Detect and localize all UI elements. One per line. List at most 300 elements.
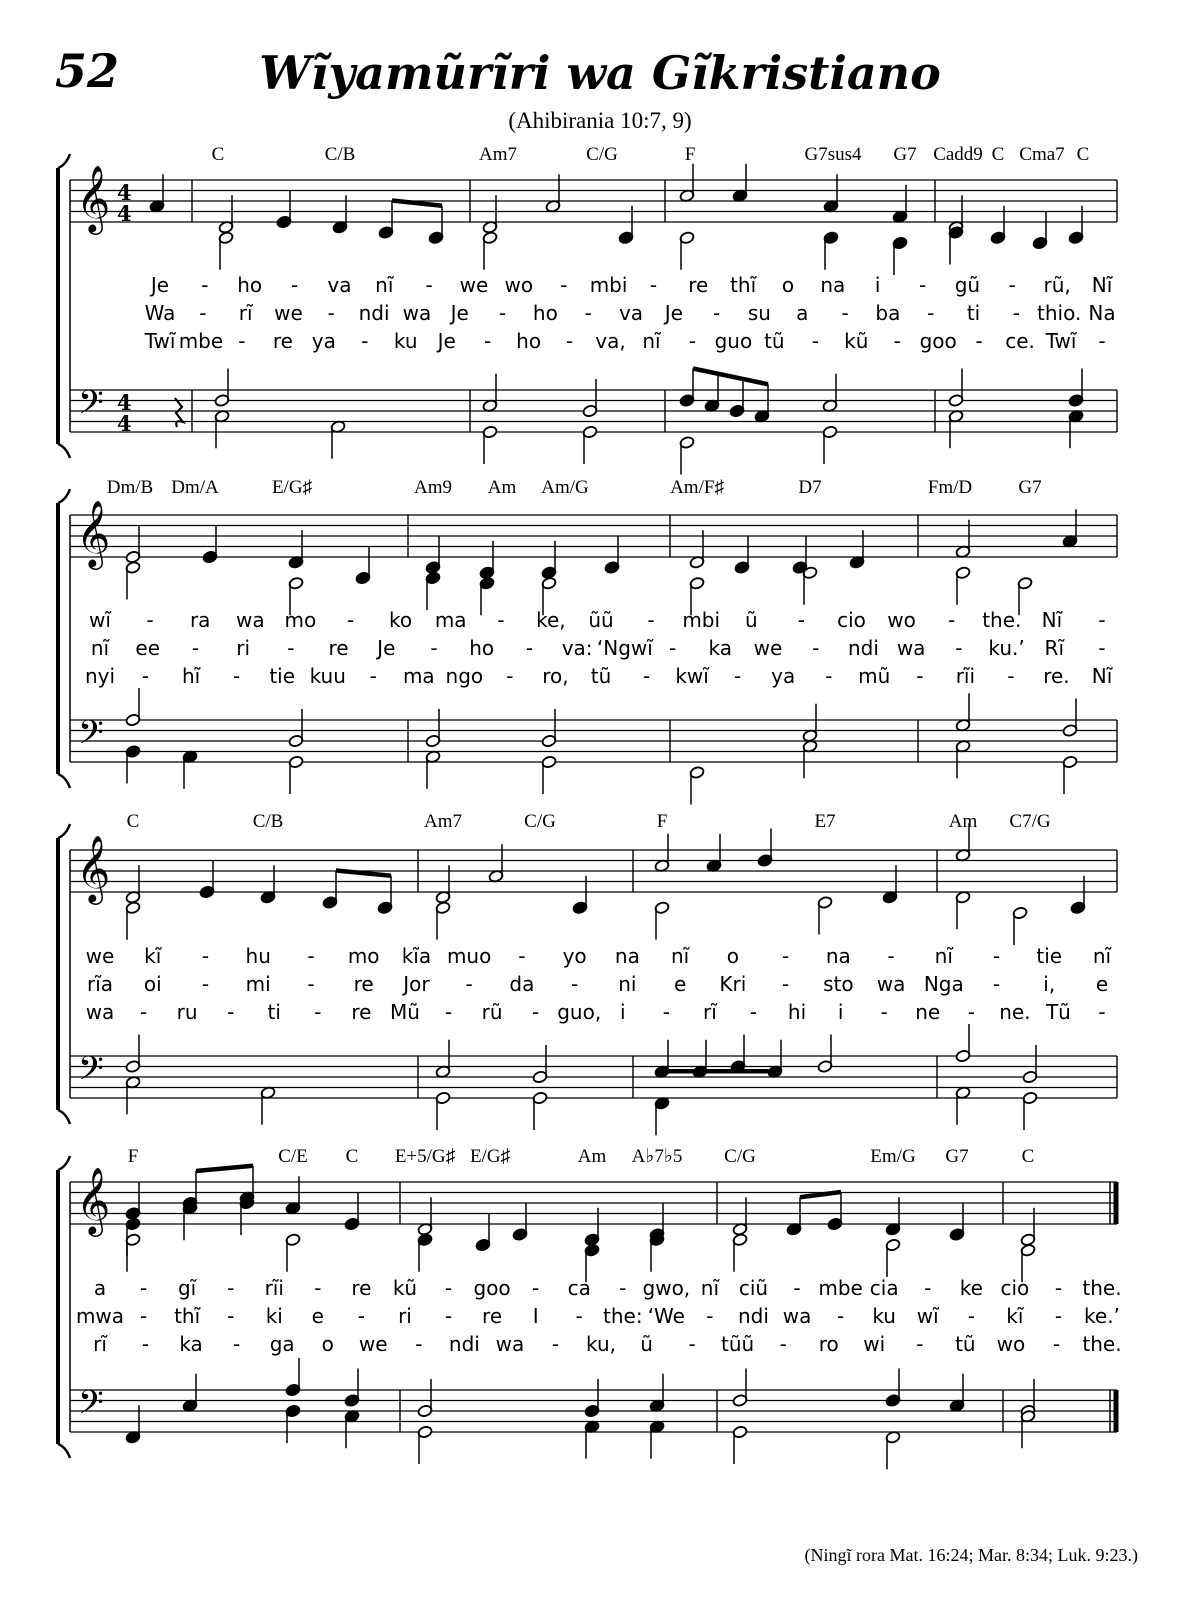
lyric-syllable-verse-2: - (287, 636, 295, 660)
lyric-syllable-verse-3: tũ (955, 1332, 976, 1356)
lyric-syllable-verse-1: ke, (536, 608, 566, 632)
lyric-syllable-verse-1: goo (473, 1276, 511, 1300)
lyric-syllable-verse-2: - (713, 301, 721, 325)
lyric-syllable-verse-1: - (649, 273, 658, 297)
lyric-syllable-verse-3: Je (437, 329, 456, 353)
lyric-syllable-verse-1: gũ (954, 273, 981, 297)
lyric-syllable-verse-1: ra (189, 608, 211, 632)
chord-symbol: Am7 (424, 811, 462, 832)
lyric-syllable-verse-3: ka (179, 1332, 203, 1356)
lyric-syllable-verse-1: mbi (589, 273, 628, 297)
lyric-syllable-verse-3: we (358, 1332, 388, 1356)
bass-clef-icon: 𝄢 (78, 1050, 104, 1096)
chord-symbol: G7 (893, 144, 917, 165)
time-signature-bottom: 4 (117, 411, 132, 436)
lyric-syllable-verse-2: va (618, 301, 644, 325)
chord-symbol: G7 (945, 1146, 969, 1167)
system-bracket (58, 444, 70, 458)
lyric-syllable-verse-3: Mũ (389, 1000, 420, 1024)
lyric-syllable-verse-1: na (825, 944, 851, 968)
lyric-syllable-verse-1: - (797, 608, 806, 632)
lyric-syllable-verse-2: - (1012, 301, 1020, 325)
lyric-syllable-verse-1: - (314, 1276, 322, 1300)
lyric-syllable-verse-3: kuu (309, 664, 346, 688)
lyric-syllable-verse-3: - (880, 1000, 888, 1024)
lyric-syllable-verse-1: cio (1000, 1276, 1030, 1300)
lyric-syllable-verse-3: - (551, 1332, 560, 1356)
lyric-syllable-verse-1: kũ (392, 1276, 418, 1300)
lyric-syllable-verse-2: ndi (738, 1304, 769, 1328)
lyric-syllable-verse-1: wa (235, 608, 265, 632)
lyric-syllable-verse-3: wi (863, 1332, 886, 1356)
lyric-syllable-verse-1: - (924, 1276, 932, 1300)
lyric-syllable-verse-3: guo (714, 329, 753, 353)
bass-clef-icon: 𝄢 (78, 714, 104, 760)
lyric-syllable-verse-2: nĩ (90, 636, 110, 660)
lyric-syllable-verse-3: - (506, 664, 514, 688)
treble-clef-icon: 𝄞 (76, 164, 111, 232)
lyric-syllable-verse-3: Twĩ (1045, 329, 1077, 353)
lyric-syllable-verse-3: tũ (590, 664, 612, 688)
lyric-syllable-verse-3: re. (1043, 664, 1070, 688)
lyric-syllable-verse-3: - (975, 329, 983, 353)
lyric-syllable-verse-2: Jor (403, 972, 430, 996)
lyric-syllable-verse-3: i (620, 1000, 626, 1024)
lyric-syllable-verse-2: - (357, 1304, 366, 1328)
lyric-syllable-verse-1: - (346, 608, 355, 632)
lyric-syllable-verse-3: ya (311, 329, 336, 353)
hymn-number: 52 (55, 44, 120, 98)
chord-symbol: G7 (1018, 477, 1042, 498)
scripture-reference: (Ahibirania 10:7, 9) (508, 108, 692, 133)
lyric-syllable-verse-1: - (139, 1276, 148, 1300)
lyric-syllable-verse-1: nĩ (934, 944, 953, 968)
system-bracket (58, 824, 70, 838)
lyric-syllable-verse-1: o (781, 273, 795, 297)
lyric-syllable-verse-3: - (779, 1332, 787, 1356)
lyric-syllable-verse-1: - (444, 1276, 453, 1300)
lyric-syllable-verse-3: wa (495, 1332, 525, 1356)
lyric-syllable-verse-3: hĩ (181, 664, 201, 688)
lyric-syllable-verse-1: - (1054, 1276, 1063, 1300)
lyric-syllable-verse-3: - (688, 329, 697, 353)
chord-symbol: C/E (278, 1146, 308, 1167)
lyric-syllable-verse-3: re (351, 1000, 372, 1024)
system-bracket (58, 1110, 70, 1124)
lyric-syllable-verse-3: - (484, 329, 492, 353)
treble-clef-icon: 𝄞 (76, 834, 111, 902)
lyric-syllable-verse-2: - (498, 301, 507, 325)
lyric-syllable-verse-2: Je (450, 301, 469, 325)
lyric-syllable-verse-3: - (565, 329, 574, 353)
lyric-syllable-verse-3: - (734, 664, 742, 688)
lyric-syllable-verse-2: we (753, 636, 783, 660)
time-signature-top: 4 (117, 390, 132, 415)
lyric-syllable-verse-1: ke (959, 1276, 983, 1300)
lyric-syllable-verse-3: ne (915, 1000, 941, 1024)
lyric-syllable-verse-1: Je (150, 273, 170, 297)
chord-symbol: Cadd9 (933, 144, 983, 165)
system-bracket (58, 1156, 70, 1170)
lyric-syllable-verse-3: tũ (764, 329, 785, 353)
lyric-syllable-verse-3: ndi (448, 1332, 480, 1356)
lyric-syllable-verse-3: re (272, 329, 293, 353)
lyric-syllable-verse-2: thio. (1037, 301, 1082, 325)
lyric-syllable-verse-2: wa (876, 972, 906, 996)
chord-symbol: Am (577, 1146, 607, 1167)
lyric-syllable-verse-1: mbe (818, 1276, 863, 1300)
chord-symbol: F (127, 1146, 139, 1167)
lyric-syllable-verse-3: wa (85, 1000, 115, 1024)
system-bracket (58, 774, 70, 788)
lyric-syllable-verse-3: ku, (586, 1332, 616, 1356)
lyric-syllable-verse-3: hi (787, 1000, 807, 1024)
lyric-syllable-verse-1: ũũ (588, 608, 614, 632)
lyric-syllable-verse-2: - (430, 636, 438, 660)
lyric-syllable-verse-2: - (836, 1304, 845, 1328)
lyric-syllable-verse-3: nĩ (642, 329, 661, 353)
chord-symbol: Am (487, 477, 517, 498)
lyric-syllable-verse-1: nĩ (700, 1276, 720, 1300)
lyric-syllable-verse-3: - (141, 664, 150, 688)
chord-symbol: A♭7♭5 (631, 1146, 683, 1167)
lyric-syllable-verse-3: - (369, 664, 377, 688)
lyric-syllable-verse-1: - (647, 608, 655, 632)
lyric-syllable-verse-2: re (482, 1304, 503, 1328)
lyric-syllable-verse-1: i (874, 273, 881, 297)
lyric-syllable-verse-1: ciũ (738, 1276, 769, 1300)
lyric-syllable-verse-2: - (706, 1304, 714, 1328)
lyric-syllable-verse-2: - (201, 972, 210, 996)
lyric-syllable-verse-1: mbi (682, 608, 721, 632)
chord-symbol: Dm/A (171, 477, 219, 498)
lyric-syllable-verse-1: yo (562, 944, 587, 968)
lyric-syllable-verse-3: rĩ (93, 1332, 107, 1356)
lyric-syllable-verse-1: cio (837, 608, 866, 632)
chord-symbol: G7sus4 (804, 144, 862, 165)
chord-symbol: C (126, 811, 140, 832)
lyric-syllable-verse-3: - (415, 1332, 423, 1356)
lyric-syllable-verse-2: - (992, 972, 1001, 996)
lyric-syllable-verse-1: - (201, 273, 209, 297)
lyric-syllable-verse-3: ro, (542, 664, 569, 688)
lyric-syllable-verse-2: Nga (923, 972, 964, 996)
chord-symbol: E7 (814, 811, 836, 832)
lyric-syllable-verse-1: - (887, 944, 895, 968)
lyric-syllable-verse-3: - (893, 329, 901, 353)
lyric-syllable-verse-2: e (673, 972, 687, 996)
treble-clef-icon: 𝄞 (76, 1166, 111, 1234)
lyric-syllable-verse-2: - (199, 301, 207, 325)
system-bracket (58, 489, 70, 503)
system-bracket (58, 1444, 70, 1458)
lyric-syllable-verse-2: Je (377, 636, 396, 660)
lyric-syllable-verse-3: - (662, 1000, 670, 1024)
lyric-syllable-verse-1: the. (1082, 1276, 1122, 1300)
lyric-syllable-verse-2: we (274, 301, 303, 325)
lyric-syllable-verse-2: ku (872, 1304, 897, 1328)
cross-reference-footnote: (Ningĩ rora Mat. 16:24; Mar. 8:34; Luk. 9:23.) (804, 1545, 1138, 1565)
lyric-syllable-verse-2: - (1054, 1304, 1063, 1328)
lyric-syllable-verse-2: a (796, 301, 809, 325)
lyric-syllable-verse-1: rũ, (1043, 273, 1071, 297)
lyric-syllable-verse-1: cia (869, 1276, 899, 1300)
lyric-syllable-verse-1: kĩ (144, 944, 162, 968)
lyric-syllable-verse-3: Tũ (1045, 1000, 1071, 1024)
lyric-syllable-verse-1: - (201, 944, 210, 968)
lyric-syllable-verse-1: - (307, 944, 315, 968)
lyric-syllable-verse-2: wĩ (916, 1304, 939, 1328)
lyric-syllable-verse-1: Nĩ (1041, 608, 1063, 632)
chord-symbol: Am9 (414, 477, 452, 498)
lyric-syllable-verse-2: e (1095, 972, 1109, 996)
chord-symbol: E+5/G♯ (394, 1146, 456, 1167)
lyric-syllable-verse-2: - (327, 301, 335, 325)
lyric-syllable-verse-2: mi (245, 972, 271, 996)
lyric-syllable-verse-3: ma (402, 664, 435, 688)
lyric-syllable-verse-2: ee (135, 636, 161, 660)
lyric-syllable-verse-2: thĩ (174, 1304, 201, 1328)
lyric-syllable-verse-2: - (139, 1304, 148, 1328)
lyric-syllable-verse-2: I (532, 1304, 539, 1328)
lyric-syllable-verse-2: ki (265, 1304, 283, 1328)
lyric-syllable-verse-3: kũ (844, 329, 869, 353)
chord-symbol: C (345, 1146, 359, 1167)
lyric-syllable-verse-3: ga (269, 1332, 295, 1356)
lyric-syllable-verse-1: wo (504, 273, 534, 297)
lyric-syllable-verse-2: - (781, 972, 790, 996)
lyric-syllable-verse-3: - (916, 1332, 924, 1356)
lyric-syllable-verse-2: - (584, 301, 592, 325)
lyric-syllable-verse-2: i, (1043, 972, 1056, 996)
lyric-syllable-verse-1: rĩi (264, 1276, 284, 1300)
lyric-syllable-verse-2: wa (402, 301, 432, 325)
lyric-syllable-verse-3: - (967, 1000, 975, 1024)
lyric-syllable-verse-2: ri (398, 1304, 412, 1328)
lyric-syllable-verse-3: va, (595, 329, 626, 353)
lyric-syllable-verse-3: - (233, 664, 241, 688)
lyric-syllable-verse-2: re (328, 636, 349, 660)
lyric-syllable-verse-2: - (444, 1304, 453, 1328)
lyric-syllable-verse-1: muo (446, 944, 492, 968)
lyric-syllable-verse-2: ho (469, 636, 495, 660)
lyric-syllable-verse-1: - (146, 608, 154, 632)
lyric-syllable-verse-2: - (465, 972, 473, 996)
eighth-beam (196, 1166, 253, 1171)
lyric-syllable-verse-3: - (1098, 1000, 1106, 1024)
lyric-syllable-verse-2: ke.’ (1084, 1304, 1120, 1328)
lyric-syllable-verse-1: nĩ (375, 273, 394, 297)
chord-symbol: C/B (324, 144, 356, 165)
lyric-syllable-verse-1: a (93, 1276, 107, 1300)
lyric-syllable-verse-2: ni (618, 972, 637, 996)
chord-symbol: Am/F♯ (670, 477, 724, 498)
lyric-syllable-verse-2: Je (664, 301, 683, 325)
lyric-syllable-verse-3: ti (267, 1000, 281, 1024)
lyric-syllable-verse-1: - (518, 944, 526, 968)
chord-symbol: D7 (798, 477, 822, 498)
lyric-syllable-verse-1: - (227, 1276, 235, 1300)
lyric-syllable-verse-3: - (233, 1332, 241, 1356)
lyric-syllable-verse-2: ku.’ (988, 636, 1025, 660)
lyric-syllable-verse-2: - (927, 301, 935, 325)
lyric-syllable-verse-1: ca (567, 1276, 591, 1300)
bass-clef-icon: 𝄢 (78, 1384, 104, 1430)
lyric-syllable-verse-3: o (321, 1332, 334, 1356)
lyric-syllable-verse-2: ba (875, 301, 901, 325)
lyric-syllable-verse-3: kwĩ (675, 664, 709, 688)
lyric-syllable-verse-1: re (688, 273, 709, 297)
lyric-syllable-verse-2: the: (603, 1304, 643, 1328)
lyric-syllable-verse-3: - (811, 329, 819, 353)
lyric-syllable-verse-3: - (139, 1000, 148, 1024)
lyric-syllable-verse-2: ‘Ngwĩ (596, 636, 653, 660)
lyric-syllable-verse-2: - (967, 1304, 975, 1328)
lyric-syllable-verse-2: ndi (358, 301, 390, 325)
lyric-syllable-verse-3: - (141, 1332, 150, 1356)
lyric-syllable-verse-1: nĩ (670, 944, 690, 968)
lyric-syllable-verse-1: - (290, 273, 299, 297)
lyric-syllable-verse-3: - (688, 1332, 696, 1356)
chord-symbol: C/G (586, 144, 618, 165)
time-signature-bottom: 4 (117, 201, 132, 226)
lyric-syllable-verse-1: ũ (744, 608, 758, 632)
lyric-syllable-verse-3: the. (1082, 1332, 1122, 1356)
lyric-syllable-verse-2: ti (966, 301, 981, 325)
lyric-syllable-verse-2: Na (1088, 301, 1116, 325)
lyric-syllable-verse-2: va: (561, 636, 593, 660)
lyric-syllable-verse-1: - (619, 1276, 627, 1300)
lyric-syllable-verse-3: - (825, 664, 833, 688)
chord-symbol: C/G (524, 811, 556, 832)
lyric-syllable-verse-1: re (351, 1276, 372, 1300)
lyric-syllable-verse-2: - (841, 301, 849, 325)
lyric-syllable-verse-2: Kri (719, 972, 747, 996)
lyric-syllable-verse-3: mbe (178, 329, 224, 353)
lyric-syllable-verse-3: - (1098, 329, 1106, 353)
bass-clef-icon: 𝄢 (78, 384, 104, 430)
lyric-syllable-verse-1: the. (982, 608, 1022, 632)
lyric-syllable-verse-2: - (571, 972, 579, 996)
lyric-syllable-verse-3: mũ (858, 664, 891, 688)
lyric-syllable-verse-2: Wa (144, 301, 176, 325)
chord-symbol: F (656, 811, 668, 832)
lyric-syllable-verse-1: na (614, 944, 640, 968)
chord-symbol: Am (948, 811, 978, 832)
lyric-syllable-verse-2: ri (236, 636, 251, 660)
lyric-syllable-verse-1: ho (237, 273, 263, 297)
lyric-syllable-verse-3: ku (393, 329, 418, 353)
chord-symbol: C (211, 144, 225, 165)
lyric-syllable-verse-2: da (509, 972, 535, 996)
lyric-syllable-verse-2: - (307, 972, 315, 996)
lyric-syllable-verse-2: - (227, 1304, 235, 1328)
lyric-syllable-verse-2: rĩa (86, 972, 114, 996)
lyric-syllable-verse-3: guo, (557, 1000, 602, 1024)
lyric-syllable-verse-2: su (747, 301, 772, 325)
lyric-syllable-verse-3: nyi (84, 664, 116, 688)
lyric-syllable-verse-1: we (85, 944, 115, 968)
lyric-syllable-verse-2: re (353, 972, 374, 996)
lyric-syllable-verse-3: ho (516, 329, 542, 353)
chord-symbol: C/B (252, 811, 284, 832)
lyric-syllable-verse-2: kĩ (1006, 1304, 1024, 1328)
lyric-syllable-verse-1: - (948, 608, 956, 632)
chord-symbol: C (1021, 1146, 1035, 1167)
lyric-syllable-verse-1: - (497, 608, 505, 632)
lyric-syllable-verse-1: - (781, 944, 790, 968)
lyric-syllable-verse-2: oi (143, 972, 162, 996)
lyric-syllable-verse-3: ũ (640, 1332, 653, 1356)
lyric-syllable-verse-3: rũ (481, 1000, 503, 1024)
lyric-syllable-verse-2: ndi (847, 636, 879, 660)
lyric-syllable-verse-1: kĩa (401, 944, 432, 968)
lyric-syllable-verse-2: mwa (75, 1304, 125, 1328)
lyric-syllable-verse-1: ko (389, 608, 413, 632)
lyric-syllable-verse-3: wo (996, 1332, 1026, 1356)
eighth-beam (693, 369, 768, 385)
chord-symbol: Em/G (870, 1146, 916, 1167)
chord-symbol: E/G♯ (469, 1146, 511, 1167)
lyric-syllable-verse-1: - (918, 273, 927, 297)
lyric-syllable-verse-1: wo (887, 608, 916, 632)
lyric-syllable-verse-2: - (668, 636, 677, 660)
lyric-syllable-verse-2: wa (782, 1304, 812, 1328)
lyric-syllable-verse-1: thĩ (730, 273, 757, 297)
lyric-syllable-verse-1: o (726, 944, 739, 968)
lyric-syllable-verse-3: ngo (445, 664, 484, 688)
chord-symbol: Am/G (541, 477, 589, 498)
lyric-syllable-verse-3: - (532, 1000, 540, 1024)
lyric-syllable-verse-3: - (749, 1000, 758, 1024)
lyric-syllable-verse-1: ma (434, 608, 467, 632)
lyric-syllable-verse-2: rĩ (238, 301, 253, 325)
lyric-syllable-verse-2: ka (708, 636, 733, 660)
lyric-syllable-verse-1: mo (347, 944, 380, 968)
lyric-syllable-verse-1: nĩ (1092, 944, 1112, 968)
lyric-syllable-verse-3: ro (818, 1332, 839, 1356)
lyric-syllable-verse-2: e (311, 1304, 324, 1328)
time-signature-top: 4 (117, 180, 132, 205)
lyric-syllable-verse-2: wa (896, 636, 926, 660)
quarter-rest-icon (175, 398, 183, 427)
lyric-syllable-verse-2: - (191, 636, 200, 660)
lyric-syllable-verse-3: tũũ (721, 1332, 755, 1356)
chord-symbol: E/G♯ (271, 477, 313, 498)
lyric-syllable-verse-3: - (238, 329, 246, 353)
lyric-syllable-verse-2: sto (823, 972, 854, 996)
lyric-syllable-verse-1: gĩ (177, 1276, 197, 1300)
lyric-syllable-verse-1: tie (1036, 944, 1063, 968)
lyric-syllable-verse-3: ce. (1005, 329, 1035, 353)
lyric-syllable-verse-3: Twĩ (144, 329, 176, 353)
lyric-syllable-verse-1: wĩ (89, 608, 111, 632)
lyric-syllable-verse-3: - (227, 1000, 235, 1024)
lyric-syllable-verse-1: - (425, 273, 433, 297)
chord-symbol: C (1076, 144, 1090, 165)
system-bracket (58, 154, 70, 168)
lyric-syllable-verse-2: ‘We (647, 1304, 685, 1328)
lyric-syllable-verse-2: - (525, 636, 534, 660)
chord-symbol: C (991, 144, 1005, 165)
lyric-syllable-verse-3: - (361, 329, 369, 353)
lyric-syllable-verse-1: Nĩ (1091, 273, 1113, 297)
chord-symbol: C7/G (1009, 811, 1051, 832)
lyric-syllable-verse-1: - (1008, 273, 1016, 297)
lyric-syllable-verse-1: - (560, 273, 568, 297)
lyric-syllable-verse-3: goo (919, 329, 957, 353)
lyric-syllable-verse-3: - (1052, 1332, 1061, 1356)
